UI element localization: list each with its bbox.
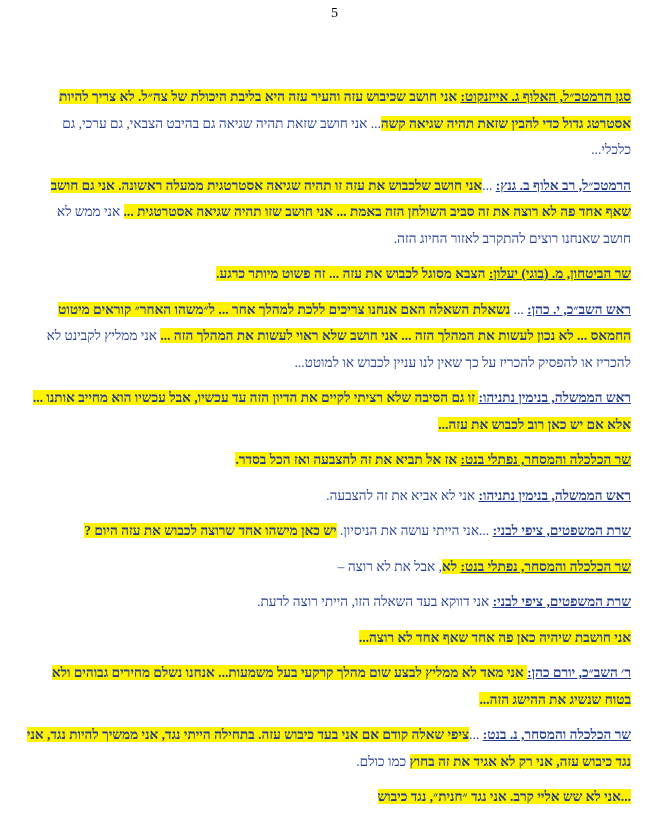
- highlighted-quote: אז אל תביא את זה להצבעה ואז הכל בסדר.: [235, 452, 461, 467]
- transcript-paragraph: [26, 518, 631, 545]
- transcript-paragraph: [26, 261, 631, 288]
- transcript-paragraph: [26, 589, 631, 616]
- speaker-name: ר׳ השב״כ, יורם כהן:: [527, 665, 631, 680]
- transcript-paragraph: [26, 483, 631, 510]
- speaker-name: ראש השב״כ, י. כהן:: [527, 301, 631, 317]
- highlighted-quote: יש כאן מישהו אחד שרוצה לכבוש את עזה היום ?: [84, 523, 337, 538]
- highlighted-quote: לא: [442, 558, 461, 574]
- highlighted-quote: זו גם הסיבה שלא רציתי לקיים את הדיון הזה עד עכשיו, אבל עכשיו הוא מחייב אותנו ... אלא אם יש כאן רוב לכבוש את עזה...: [32, 390, 631, 432]
- quote-text: ...: [510, 301, 528, 317]
- quote-text: אני ממליץ לקבינט לא להכריז או להפסיק להכריז על כך שאין לנו עניין לכבוש או למוטט...: [46, 328, 631, 370]
- speaker-name: שר הביטחון, מ. (בוגי) יעלון:: [488, 266, 631, 281]
- highlighted-quote: אני מאד לא ממליץ לבצע שום מהלך קרקעי בעל משמעות... אנחנו נשלם מחירים גבוהים ולא בטוח שנשיג את ההישג הזה...: [51, 665, 631, 707]
- transcript-paragraph: [26, 297, 631, 377]
- transcript-paragraph: [26, 722, 631, 775]
- speaker-name: הרמטכ״ל, רב אלוף ב. גנץ:: [495, 177, 631, 193]
- highlighted-quote: אני חושב שכיבוש עזה והעיר עזה היא בליבת היכולת של צה״ל. לא צריך להיות אסטרטג גדול כדי להבין שזאת תהיה שגיאה קשה: [59, 89, 631, 131]
- transcript-paragraph: [26, 784, 631, 811]
- transcript-paragraph: [26, 84, 631, 164]
- highlighted-quote: אני חושבת שיהיה כאן פה אחד שאף אחד לא רוצה...: [358, 629, 631, 645]
- quote-text: אני דווקא בעד השאלה הזו, הייתי רוצה לדעת.: [257, 594, 493, 609]
- transcript-paragraph: [26, 385, 631, 438]
- highlighted-quote: נשאלת השאלה האם אנחנו צריכים ללכת למהלך אחר ... ל״משהו האחר״ קוראים מיטוט החמאס ... לא נכון לעשות את המהלך הזה ... אני חושב שלא ראוי לעשות את המהלך הזה ...: [58, 301, 631, 343]
- highlighted-quote: ציפי שאלה קודם אם אני בעד כיבוש עזה. בתחילה הייתי נגד, אני ממשיך להיות נגד, אני נגד כיבוש עזה, אני רק לא אגיד את זה בחוץ: [26, 727, 631, 769]
- transcript-paragraph: [26, 625, 631, 652]
- speaker-name: סגן הרמטכ״ל, האלוף ג. אייזנקוט:: [460, 89, 631, 104]
- speaker-name: שר הכלכלה והמסחר, נפתלי בנט:: [460, 558, 631, 574]
- speaker-name: שרת המשפטים, ציפי לבני:: [492, 594, 631, 609]
- speaker-name: שר הכלכלה והמסחר, נ. בנט:: [482, 727, 631, 742]
- document-body: [26, 84, 631, 820]
- speaker-name: ראש הממשלה, בנימין נתניהו:: [478, 390, 631, 405]
- quote-text: ...: [469, 727, 483, 742]
- speaker-name: שרת המשפטים, ציפי לבני:: [492, 523, 631, 538]
- quote-text: אני ממש לא חושב שאנחנו רוצים להתקרב לאזור החיוג הזה.: [56, 204, 631, 246]
- speaker-name: שר הכלכלה והמסחר, נפתלי בנט:: [460, 452, 631, 467]
- speaker-name: ראש הממשלה, בנימין נתניהו:: [478, 487, 631, 503]
- highlighted-quote: ...אני לא שש אליי קרב. אני נגד ״חנית״, נגד כיבוש: [377, 789, 631, 804]
- quote-text: ...אני הייתי עושה את הניסיון.: [336, 523, 493, 538]
- transcript-paragraph: [26, 447, 631, 474]
- highlighted-quote: הצבא מסוגל לכבוש את עזה ... זה פשוט מיותר כרגע.: [216, 266, 489, 281]
- highlighted-quote: אני חושב שלכבוש את עזה זו תהיה שגיאה אסטרטגית ממעלה ראשונה. אני גם חושב שאף אחד פה לא רוצה את זה סביב השולחן הזה באמת ... אני חושב שזו תהיה שגיאה אסטרטגית ...: [50, 177, 631, 219]
- quote-text: , אבל את לא רוצה –: [337, 558, 442, 574]
- quote-text: ... אני חושב שזאת תהיה שגיאה גם בהיבט הצבאי, גם ערכי, גם כלכלי...: [62, 115, 631, 157]
- quote-text: ...: [482, 177, 496, 193]
- page-number: 5: [331, 6, 338, 21]
- transcript-paragraph: [26, 554, 631, 581]
- transcript-paragraph: [26, 173, 631, 253]
- quote-text: אני לא אביא את זה להצבעה.: [326, 487, 479, 503]
- quote-text: כמו כולם.: [356, 753, 410, 769]
- transcript-paragraph: [26, 660, 631, 713]
